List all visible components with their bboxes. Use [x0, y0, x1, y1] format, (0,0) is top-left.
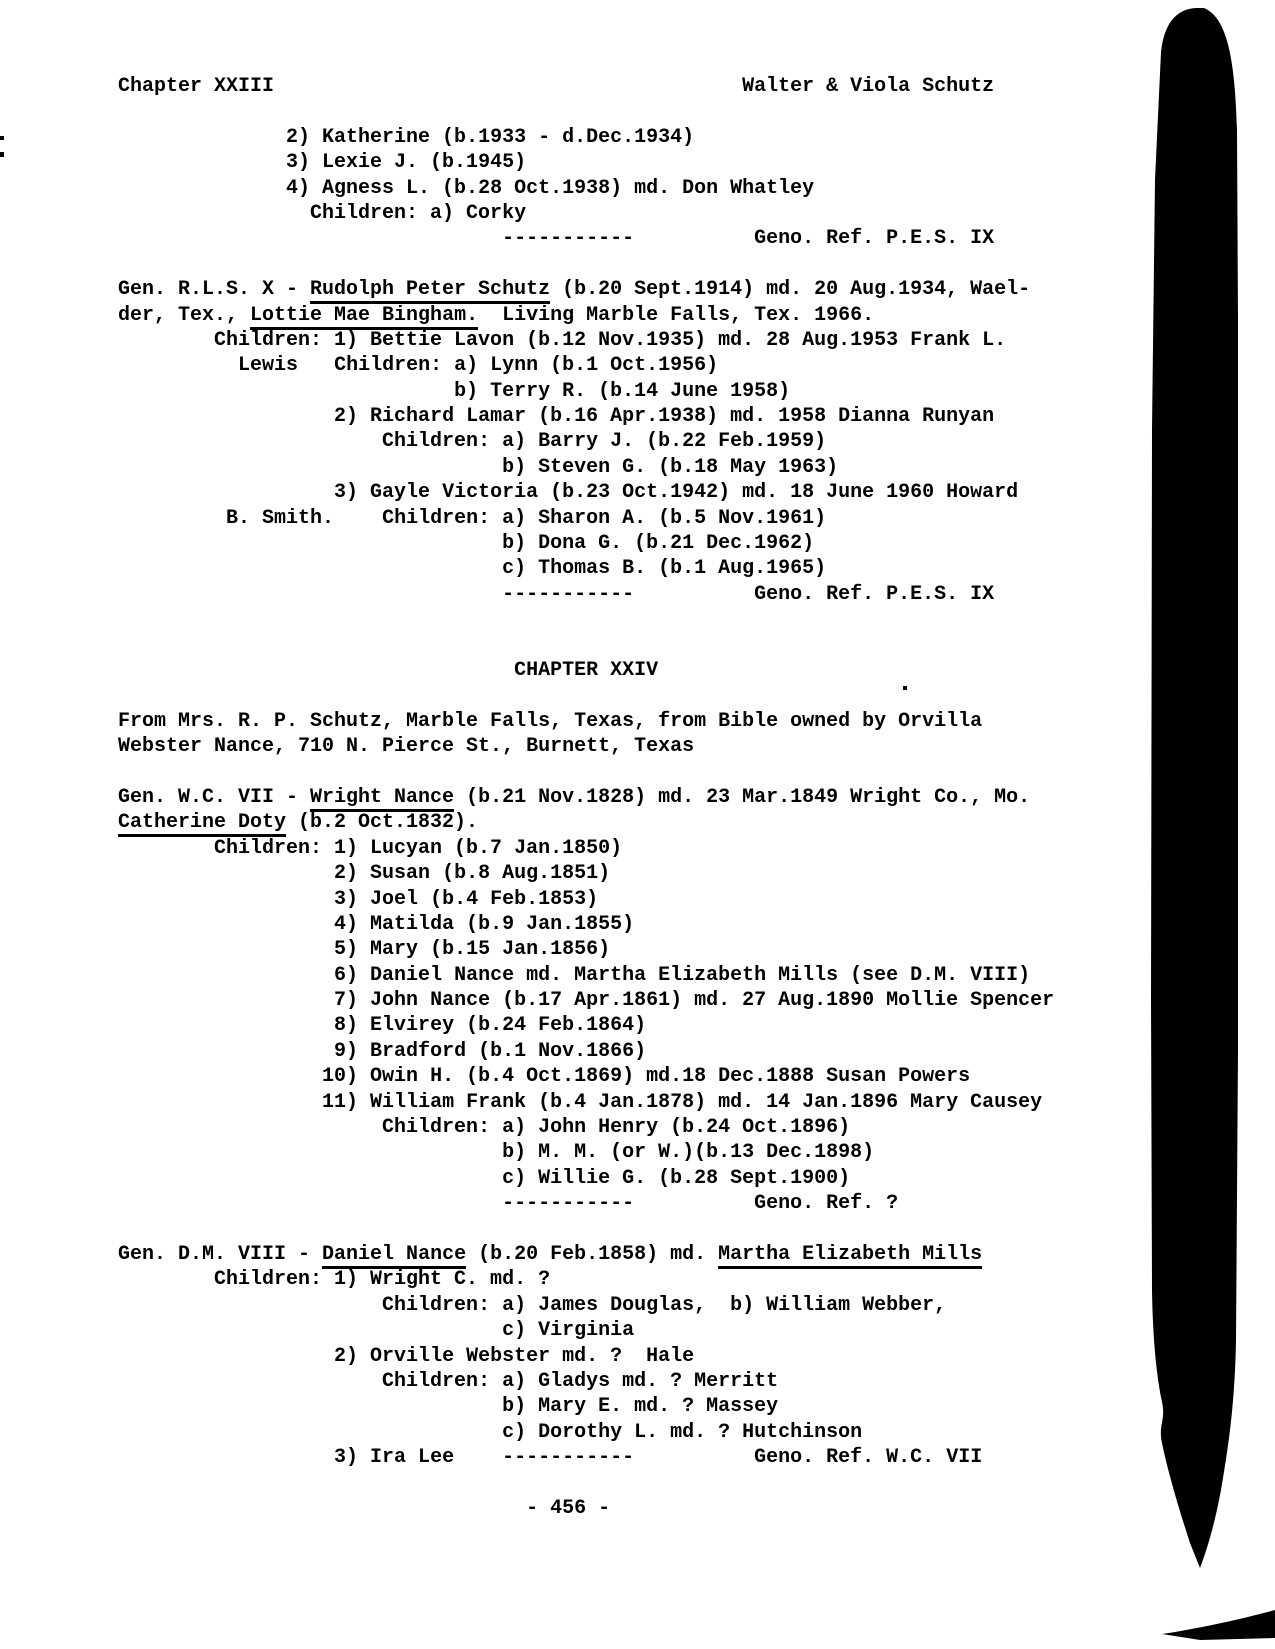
document-line	[118, 99, 1054, 124]
document-line: Children: a) John Henry (b.24 Oct.1896)	[382, 1116, 851, 1140]
document-line	[118, 683, 1054, 708]
document-line: b) Steven G. (b.18 May 1963)	[502, 455, 839, 479]
document-line: Catherine Doty (b.2 Oct.1832).	[118, 810, 1054, 835]
document-line: Children: a) Corky	[310, 201, 527, 225]
document-line: Children: a) Barry J. (b.22 Feb.1959)	[382, 430, 827, 454]
document-line: Gen. R.L.S. X - Rudolph Peter Schutz (b.20 Sept.1914) md. 20 Aug.1934, Wael-	[118, 277, 1054, 302]
scan-speck-icon	[0, 152, 4, 157]
document-line	[118, 633, 1054, 658]
document-line: c) Virginia	[502, 1319, 635, 1343]
document-line: Children: 1) Lucyan (b.7 Jan.1850)	[214, 836, 623, 860]
document-line: ----------- Geno. Ref. ?	[502, 1192, 899, 1216]
document-line: 2) Katherine (b.1933 - d.Dec.1934)	[286, 125, 695, 149]
document-line: 3) Lexie J. (b.1945)	[286, 151, 527, 175]
document-line: 4) Matilda (b.9 Jan.1855)	[334, 912, 635, 936]
document-line: c) Willie G. (b.28 Sept.1900)	[502, 1166, 851, 1190]
document-line: 2) Susan (b.8 Aug.1851)	[334, 862, 611, 886]
underlined-name: Catherine Doty	[118, 811, 286, 837]
scan-streak-artifact	[1162, 1610, 1275, 1640]
document-line: - 456 -	[526, 1496, 611, 1520]
document-line: 9) Bradford (b.1 Nov.1866)	[334, 1039, 647, 1063]
document-line: 3) Joel (b.4 Feb.1853)	[334, 887, 599, 911]
binding-shadow-artifact	[1151, 8, 1238, 1568]
underlined-name: Rudolph Peter Schutz	[310, 278, 550, 304]
document-line: b) Mary E. md. ? Massey	[502, 1395, 779, 1419]
underlined-name: Daniel Nance	[322, 1243, 466, 1269]
document-line: Webster Nance, 710 N. Pierce St., Burnett, Texas	[118, 735, 695, 759]
document-line: Children: a) James Douglas, b) William Webber,	[382, 1293, 947, 1317]
underlined-name: Martha Elizabeth Mills	[718, 1243, 982, 1269]
document-line: Chapter XXIII Walter & Viola Schutz	[118, 75, 995, 98]
scan-speck-icon	[0, 136, 4, 140]
document-line: CHAPTER XXIV	[514, 658, 659, 682]
document-line: 3) Ira Lee ----------- Geno. Ref. W.C. VII	[334, 1446, 983, 1470]
document-line: Children: 1) Wright C. md. ?	[214, 1268, 551, 1292]
document-line: B. Smith. Children: a) Sharon A. (b.5 Nov.1961)	[226, 506, 827, 530]
document-line: b) Dona G. (b.21 Dec.1962)	[502, 532, 815, 556]
document-line: Gen. D.M. VIII - Daniel Nance (b.20 Feb.1858) md. Martha Elizabeth Mills	[118, 1242, 1054, 1267]
document-line	[118, 760, 1054, 785]
underlined-name: Lottie Mae Bingham.	[250, 304, 478, 330]
typewritten-document	[118, 74, 1054, 1521]
document-line: 4) Agness L. (b.28 Oct.1938) md. Don Whatley	[286, 176, 815, 200]
document-line	[118, 252, 1054, 277]
underlined-name: Wright Nance	[310, 786, 454, 812]
document-line: b) Terry R. (b.14 June 1958)	[454, 379, 791, 403]
document-line: 7) John Nance (b.17 Apr.1861) md. 27 Aug.1890 Mollie Spencer	[334, 989, 1055, 1013]
document-line: Gen. W.C. VII - Wright Nance (b.21 Nov.1828) md. 23 Mar.1849 Wright Co., Mo.	[118, 785, 1054, 810]
document-line: From Mrs. R. P. Schutz, Marble Falls, Texas, from Bible owned by Orvilla	[118, 709, 983, 733]
document-line: der, Tex., Lottie Mae Bingham. Living Marble Falls, Tex. 1966.	[118, 303, 1054, 328]
document-line: ----------- Geno. Ref. P.E.S. IX	[502, 227, 995, 251]
document-line: 8) Elvirey (b.24 Feb.1864)	[334, 1014, 647, 1038]
document-line: 2) Orville Webster md. ? Hale	[334, 1344, 695, 1368]
document-line: ----------- Geno. Ref. P.E.S. IX	[502, 582, 995, 606]
document-line: Lewis Children: a) Lynn (b.1 Oct.1956)	[238, 354, 719, 378]
document-line: b) M. M. (or W.)(b.13 Dec.1898)	[502, 1141, 875, 1165]
document-line	[118, 1470, 1054, 1495]
document-line	[118, 1217, 1054, 1242]
document-line: Children: 1) Bettie Lavon (b.12 Nov.1935) md. 28 Aug.1953 Frank L.	[214, 328, 1007, 352]
document-line: Children: a) Gladys md. ? Merritt	[382, 1369, 779, 1393]
document-line: c) Thomas B. (b.1 Aug.1965)	[502, 557, 827, 581]
document-line: 10) Owin H. (b.4 Oct.1869) md.18 Dec.1888 Susan Powers	[322, 1065, 971, 1089]
document-line: 11) William Frank (b.4 Jan.1878) md. 14 Jan.1896 Mary Causey	[322, 1090, 1043, 1114]
document-line: 3) Gayle Victoria (b.23 Oct.1942) md. 18 June 1960 Howard	[334, 481, 1019, 505]
document-line: c) Dorothy L. md. ? Hutchinson	[502, 1420, 863, 1444]
document-line: 6) Daniel Nance md. Martha Elizabeth Mills (see D.M. VIII)	[334, 963, 1031, 987]
document-line: 5) Mary (b.15 Jan.1856)	[334, 938, 611, 962]
document-line: 2) Richard Lamar (b.16 Apr.1938) md. 1958 Dianna Runyan	[334, 405, 995, 429]
document-line	[118, 607, 1054, 632]
